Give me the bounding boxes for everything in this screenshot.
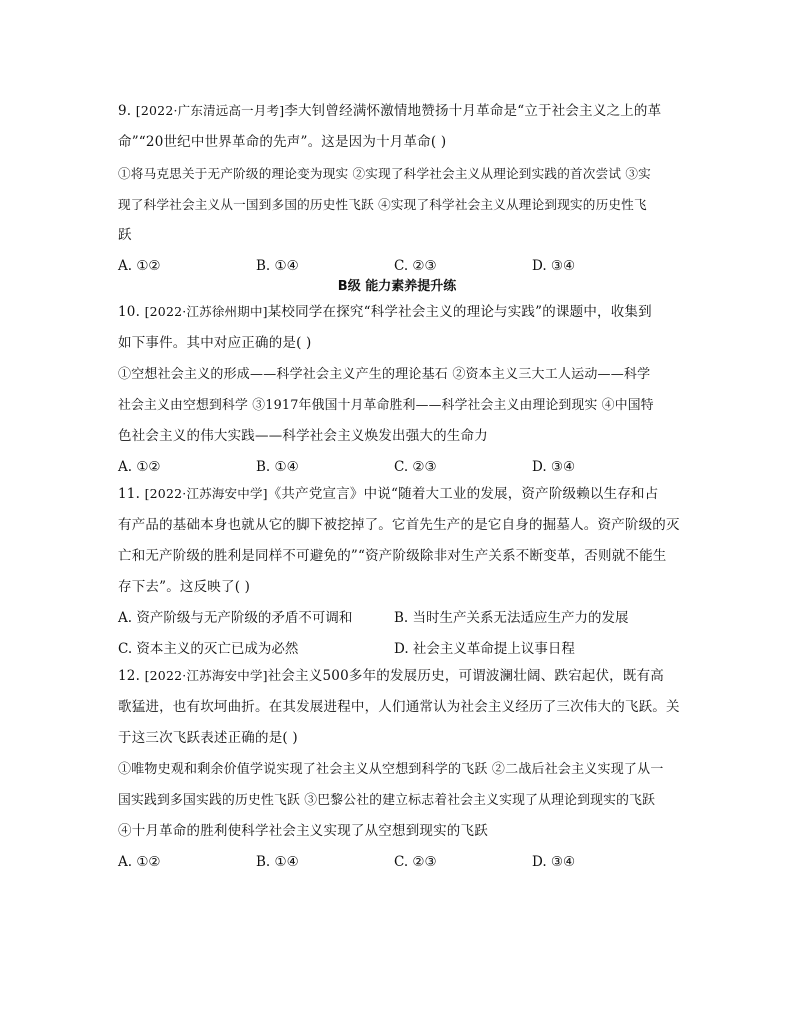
question-9-line-3: ①将马克思关于无产阶级的理论变为现实 ②实现了科学社会主义从理论到实践的首次尝试 ③实 [118, 166, 651, 181]
option-b[interactable]: B. ①④ [256, 854, 299, 870]
question-12-line-3: 于这三次飞跃表述正确的是( ) [118, 730, 298, 746]
option-b[interactable]: B. ①④ [256, 459, 299, 475]
question-12-line-4: ①唯物史观和剩余价值学说实现了社会主义从空想到科学的飞跃 ②二战后社会主义实现了从一 [118, 762, 664, 777]
option-d[interactable]: D. 社会主义革命提上议事日程 [394, 641, 575, 657]
question-9 [118, 95, 678, 282]
question-10-line-3: ①空想社会主义的形成——科学社会主义产生的理论基石 ②资本主义三大工人运动——科学 [118, 367, 651, 382]
question-10-line-5: 色社会主义的伟大实践——科学社会主义焕发出强大的生命力 [118, 428, 488, 444]
option-b[interactable]: B. ①④ [256, 258, 299, 274]
question-9-line-4: 现了科学社会主义从一国到多国的历史性飞跃 ④实现了科学社会主义从理论到现实的历史性飞 [118, 197, 647, 212]
option-c[interactable]: C. ②③ [394, 459, 437, 475]
question-12-line-1 [118, 660, 678, 692]
question-11 [118, 478, 678, 665]
option-b[interactable]: B. 当时生产关系无法适应生产力的发展 [394, 610, 629, 626]
option-c[interactable]: C. ②③ [394, 258, 437, 274]
question-11-line-2: 有产品的基础本身也就从它的脚下被挖掉了。它首先生产的是它自身的掘墓人。资产阶级的灭 [118, 517, 680, 533]
question-12-line-2: 歌猛进，也有坎坷曲折。在其发展进程中，人们通常认为社会主义经历了三次伟大的飞跃。关 [118, 699, 680, 715]
question-10 [118, 296, 678, 483]
question-source: [2022·江苏海安中学] [144, 668, 268, 683]
question-stem: 某校同学在探究“科学社会主义的理论与实践”的课题中，收集到 [267, 304, 652, 320]
option-c[interactable]: C. ②③ [394, 854, 437, 870]
question-12-line-5: 国实践到多国实践的历史性飞跃 ③巴黎公社的建立标志着社会主义实现了从理论到现实的飞跃 [118, 793, 656, 808]
option-a[interactable]: A. 资产阶级与无产阶级的矛盾不可调和 [118, 610, 353, 626]
question-11-line-3: 亡和无产阶级的胜利是同样不可避免的”“资产阶级除非对生产关系不断变革，否则就不能生 [118, 548, 667, 564]
question-source: [2022·江苏徐州期中] [144, 304, 268, 319]
option-d[interactable]: D. ③④ [532, 459, 576, 475]
option-a[interactable]: A. ①② [118, 459, 161, 475]
option-d[interactable]: D. ③④ [532, 258, 576, 274]
question-12-options [118, 847, 678, 878]
question-9-line-5: 跃 [118, 227, 132, 243]
question-stem: 李大钊曾经满怀激情地赞扬十月革命是“立于社会主义之上的革 [284, 103, 662, 119]
option-a[interactable]: A. ①② [118, 258, 161, 274]
section-heading-b: B级 能力素养提升练 [337, 279, 457, 294]
question-10-line-1 [118, 296, 678, 328]
question-number: 12. [118, 668, 141, 684]
question-stem: 社会主义500多年的发展历史，可谓波澜壮阔、跌宕起伏，既有高 [267, 668, 664, 684]
question-12-line-6: ④十月革命的胜利使科学社会主义实现了从空想到现实的飞跃 [118, 823, 488, 839]
question-9-line-1 [118, 95, 678, 127]
option-d[interactable]: D. ③④ [532, 854, 576, 870]
question-10-line-2: 如下事件。其中对应正确的是( ) [118, 335, 312, 351]
question-number: 10. [118, 304, 141, 320]
question-9-line-2: 命”“20世纪中世界革命的先声”。这是因为十月革命( ) [118, 134, 447, 150]
question-number: 9. [118, 103, 132, 119]
question-number: 11. [118, 486, 141, 502]
question-stem: 《共产党宣言》中说“随着大工业的发展，资产阶级赖以生存和占 [267, 486, 659, 502]
question-11-line-1 [118, 478, 678, 510]
question-11-options-row-1 [118, 603, 678, 634]
option-a[interactable]: A. ①② [118, 854, 161, 870]
option-c[interactable]: C. 资本主义的灭亡已成为必然 [118, 641, 299, 657]
question-12 [118, 660, 678, 878]
question-source: [2022·广东清远高一月考] [135, 103, 285, 118]
question-11-line-4: 存下去”。这反映了( ) [118, 579, 251, 595]
question-source: [2022·江苏海安中学] [144, 486, 268, 501]
question-10-line-4: 社会主义由空想到科学 ③1917年俄国十月革命胜利——科学社会主义由理论到现实 ④中国特 [118, 398, 654, 413]
